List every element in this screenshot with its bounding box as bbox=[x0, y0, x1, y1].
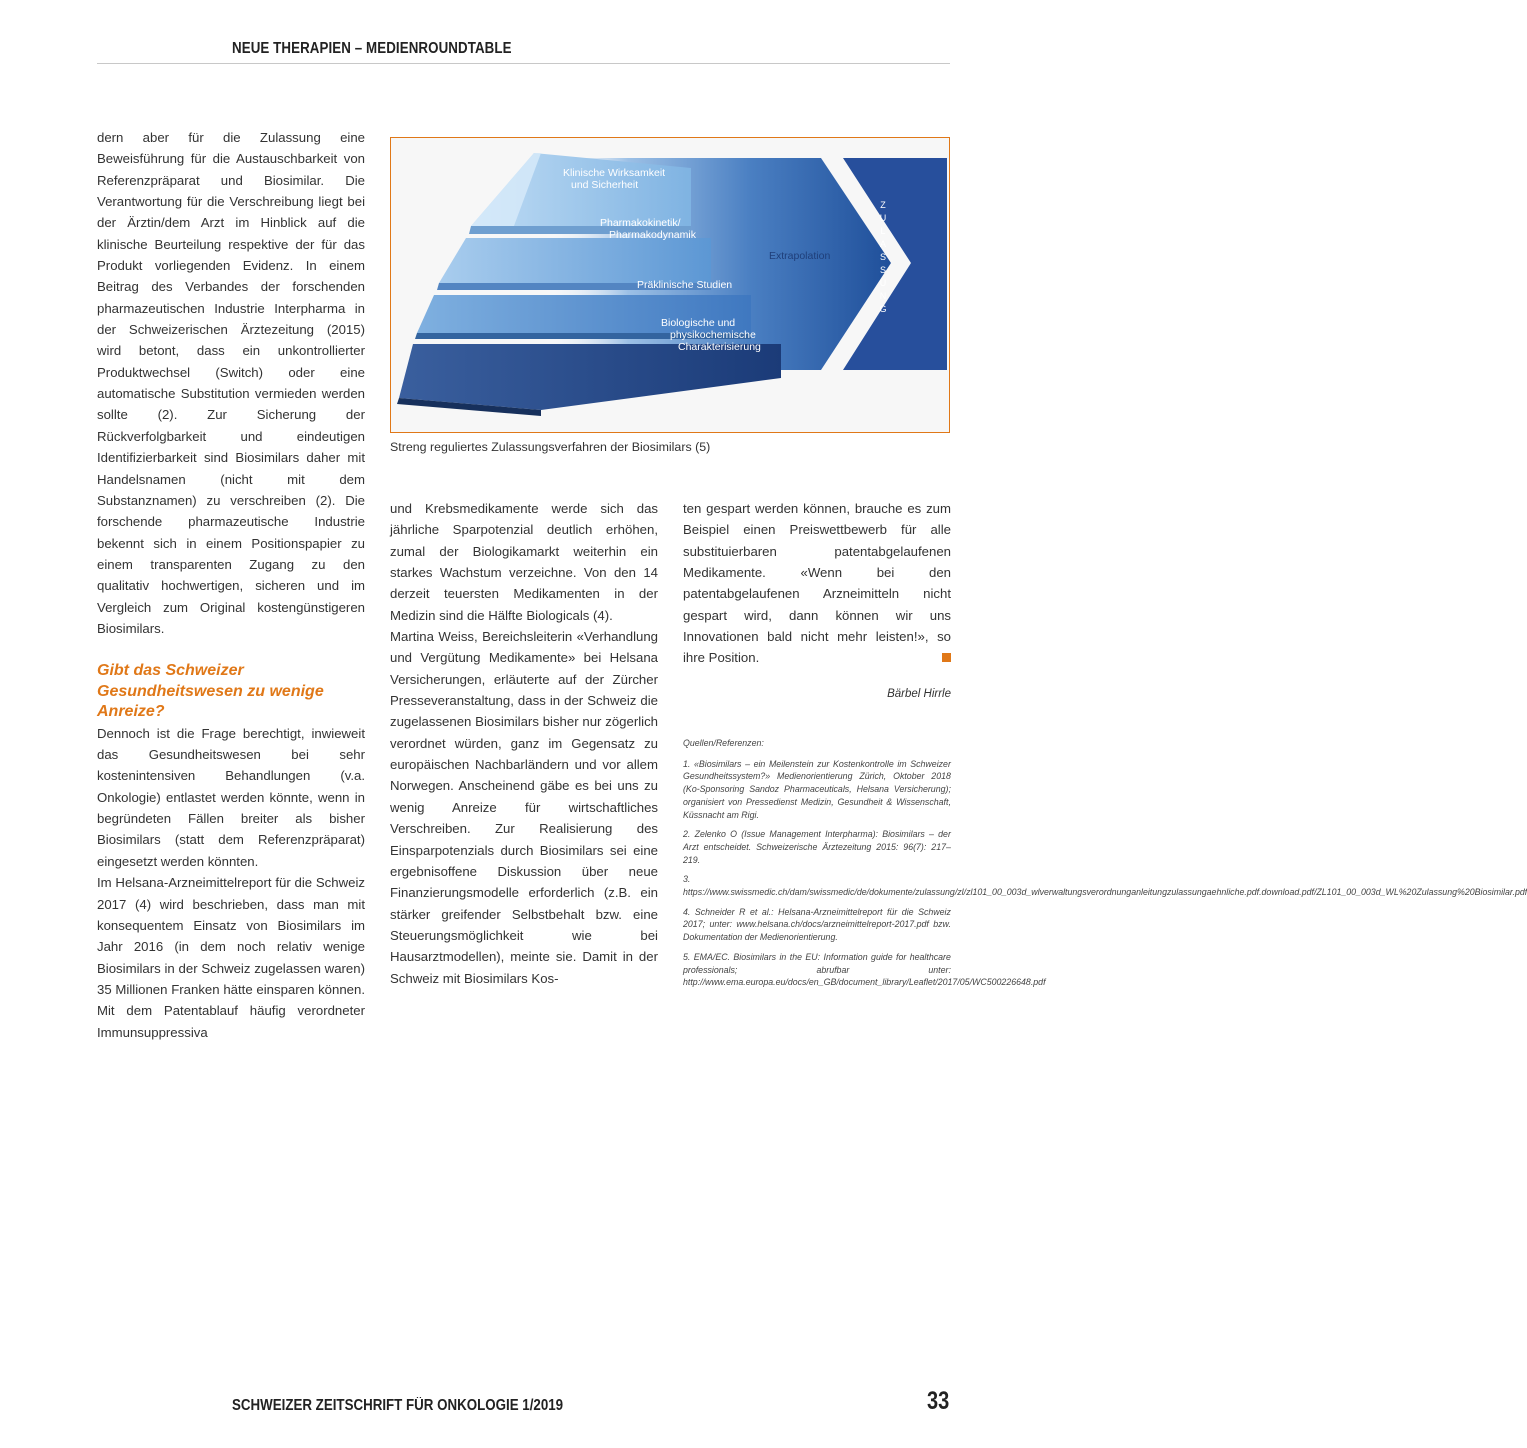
level-1-label: Klinische Wirksamkeit bbox=[563, 167, 666, 179]
col3-paragraph-text: ten gespart werden können, brauche es zum Beispiel einen Preiswettbewerb für alle substituierbaren patentabgelaufenen Medikamente. «Wenn bei den patentabgelaufenen Arzneimitteln nicht gespart wird, dann können wir uns Innovationen bald nicht mehr leisten!», so ihre Position. bbox=[683, 501, 951, 666]
pyramid-level-2 bbox=[439, 238, 711, 283]
author: Bärbel Hirrle bbox=[887, 688, 951, 700]
col3-paragraph-1 bbox=[683, 498, 951, 669]
col1-paragraph-2: Dennoch ist die Frage berechtigt, inwieweit das Gesundheitswesen bei sehr kostenintensiven Behandlungen (v.a. Onkologie) entlastet werden könnte, wenn in begründeten Fällen breiter als bisher Biosimilars (statt dem Referenzpräparat) eingesetzt werden könnten. bbox=[97, 725, 365, 869]
level-4-label: Biologische und bbox=[661, 317, 736, 329]
journal-footer: SCHWEIZER ZEITSCHRIFT FÜR ONKOLOGIE 1/2019 bbox=[232, 1397, 564, 1414]
figure-caption: Streng reguliertes Zulassungsverfahren der Biosimilars (5) bbox=[390, 440, 711, 454]
references-title: Quellen/Referenzen: bbox=[683, 737, 764, 748]
column-1 bbox=[97, 127, 365, 1043]
zulassung-letter-1: Z bbox=[880, 200, 886, 210]
column-3 bbox=[683, 498, 951, 669]
pyramid-level-4 bbox=[399, 344, 781, 410]
end-marker-icon bbox=[942, 653, 951, 662]
level-2-label-line2: Pharmakodynamik bbox=[609, 229, 696, 241]
zulassung-letter-2: U bbox=[879, 213, 887, 223]
section-header: NEUE THERAPIEN – MEDIENROUNDTABLE bbox=[232, 40, 512, 57]
pyramid-diagram bbox=[391, 138, 949, 432]
reference-item: 2. Zelenko O (Issue Management Interpharma): Biosimilars – der Arzt entscheidet. Schweizerische Ärztezeitung 2015: 96(7): 217–219. bbox=[683, 828, 951, 865]
reference-item: 4. Schneider R et al.: Helsana-Arzneimittelreport für die Schweiz 2017; unter: www.helsana.ch/docs/arzneimittelreport-2017.pdf bzw. Dokumentation der Medienorientierung. bbox=[683, 905, 951, 943]
figure-pyramid bbox=[390, 137, 950, 433]
reference-item: 3. https://www.swissmedic.ch/dam/swissmedic/de/dokumente/zulassung/zl/zl101_00_003d_wlverwaltungsverordnunganleitungzulassungaehnliche.pdf.download.pdf/ZL101_00_003d_WL%20Zulassung%20Biosimilar.pdf bbox=[683, 873, 1527, 898]
col2-paragraph-1: und Krebsmedikamente werde sich das jährliche Sparpotenzial deutlich erhöhen, zumal der Biologikamarkt weiterhin ein starkes Wachstum verzeichne. Von den 14 derzeit teuersten Medikamenten in der Medizin sind die Hälfte Biologicals (4). bbox=[390, 501, 658, 623]
level-3-label: Präklinische Studien bbox=[637, 279, 733, 291]
zulassung-letter-8: N bbox=[879, 291, 887, 301]
extrapolation-label: Extrapolation bbox=[769, 250, 831, 262]
reference-item: 1. «Biosimilars – ein Meilenstein zur Kostenkontrolle im Schweizer Gesundheitssystem?» Medienorientierung Zürich, Oktober 2018 (Ko-Sponsoring Sandoz Pharmaceuticals, Helsana Versicherung); organisiert von Pressedienst Medizin, Gesundheit & Wissenschaft, Küssnacht am Rigi. bbox=[683, 757, 951, 820]
zulassung-letter-3: L bbox=[880, 226, 886, 236]
header-rule bbox=[97, 63, 950, 64]
zulassung-letter-9: G bbox=[879, 304, 887, 314]
zulassung-letter-5: S bbox=[879, 252, 887, 262]
subheading: Gibt das Schweizer Gesundheitswesen zu wenige Anreize? bbox=[97, 662, 324, 721]
zulassung-letter-7: U bbox=[879, 278, 887, 288]
level-4-label-line2: physikochemische bbox=[670, 329, 756, 341]
zulassung-letter-6: S bbox=[879, 265, 887, 275]
zulassung-vertical-label bbox=[879, 200, 886, 314]
col1-paragraph-3: Im Helsana-Arzneimittelreport für die Schweiz 2017 (4) wird beschrieben, dass man mit konsequentem Einsatz von Biosimilars im Jahr 2016 (in dem noch relativ wenige Biosimilars in der Schweiz zugelassen waren) 35 Millionen Franken hätte einsparen können. Mit dem Patentablauf häufig verordneter Immunsuppressiva bbox=[97, 875, 365, 1040]
level-1-label-line2: und Sicherheit bbox=[571, 179, 639, 191]
column-2 bbox=[390, 498, 658, 989]
page-number: 33 bbox=[927, 1387, 950, 1415]
references bbox=[683, 737, 1527, 996]
col2-paragraph-2: Martina Weiss, Bereichsleiterin «Verhandlung und Vergütung Medikamente» bei Helsana Versicherungen, erläuterte auf der Zürcher Presseveranstaltung, dass in der Schweiz die zugelassenen Biosimilars bisher nur zögerlich verordnet würden, ganz im Gegensatz zu europäischen Nachbarländern und vor allem Norwegen. Anscheinend gäbe es bei uns zu wenig Anreize für wirtschaftliches Verschreiben. Zur Realisierung des Einsparpotenzials durch Biosimilars sei eine ergebnisoffene Diskussion über neue Finanzierungsmodelle erforderlich (z.B. ein stärker greifender Selbstbehalt bzw. eine Steuerungsmöglichkeit wie bei Hausarztmodellen), meinte sie. Damit in der Schweiz mit Biosimilars Kos- bbox=[390, 629, 658, 986]
reference-item: 5. EMA/EC. Biosimilars in the EU: Information guide for healthcare professionals; abrufbar unter: http://www.ema.europa.eu/docs/en_GB/document_library/Leaflet/2017/05/WC500226648.pdf bbox=[683, 950, 1046, 988]
zulassung-letter-4: A bbox=[879, 239, 887, 249]
col1-paragraph-1: dern aber für die Zulassung eine Beweisführung für die Austauschbarkeit von Referenzpräparat und Biosimilar. Die Verantwortung für die Verschreibung liegt bei der Ärztin/dem Arzt im Hinblick auf die klinische Beurteilung respektive der für das Produkt vorliegenden Evidenz. In einem Beitrag des Verbandes der forschenden pharmazeutischen Industrie Interpharma in der Schweizerischen Ärztezeitung (2015) wird betont, dass ein unkontrollierter Produktwechsel (Switch) oder eine automatische Substitution vermieden werden sollte (2). Zur Sicherung der Rückverfolgbarkeit und eindeutigen Identifizierbarkeit sind Biosimilars daher mit Handelsnamen (nicht mit dem Substanznamen) zu verschreiben (2). Die forschende pharmazeutische Industrie bekennt sich in einem Positionspapier zu einem transparenten Zugang zu den qualitativ hochwertigen, sicheren und im Vergleich zum Original kostengünstigeren Biosimilars. bbox=[97, 130, 365, 636]
level-4-label-line3: Charakterisierung bbox=[678, 341, 761, 353]
level-2-label: Pharmakokinetik/ bbox=[600, 217, 681, 229]
